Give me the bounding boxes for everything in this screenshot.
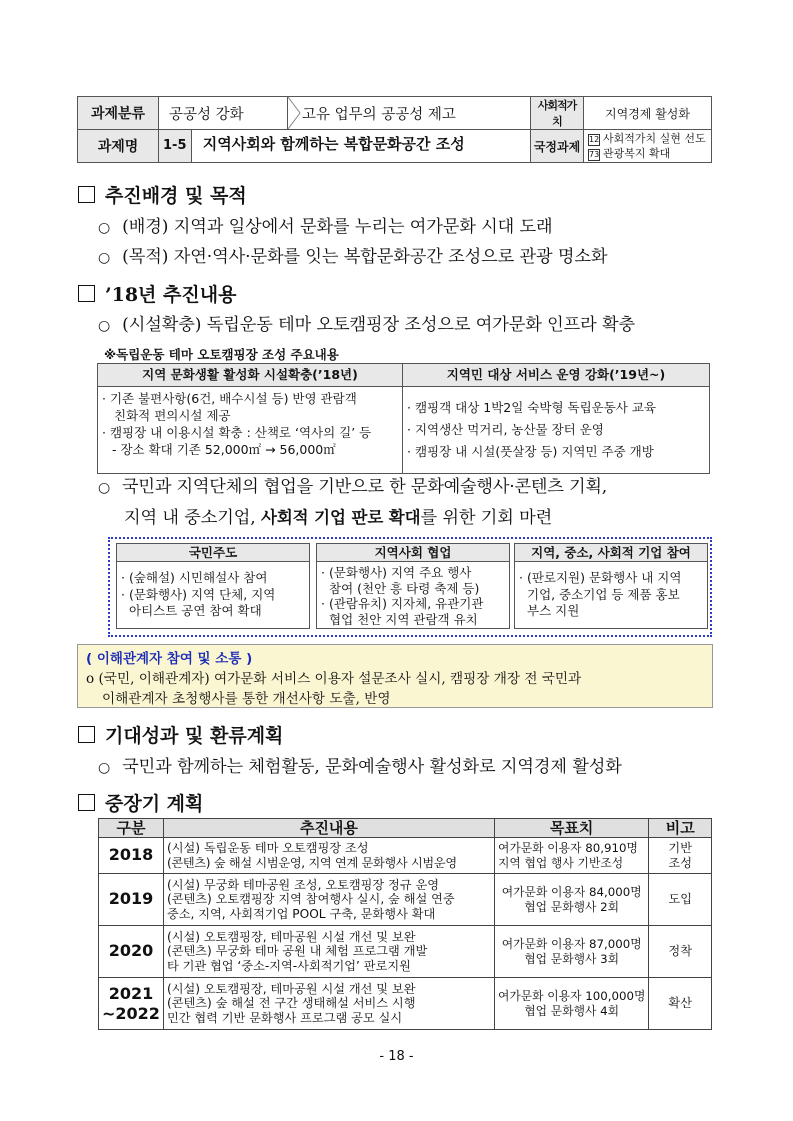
bullet-purpose: ○ (목적) 자연·역사·문화를 잇는 복합문화공간 조성으로 관광 명소화 (98, 247, 608, 267)
stakeholder-box (77, 644, 713, 708)
circle-bullet-icon: ○ (98, 760, 111, 776)
col-header-content: 추진내용 (163, 819, 494, 838)
checkbox-square-icon (78, 726, 95, 743)
section-heading-longterm: 중장기 계획 (78, 789, 203, 816)
facility-list: · 기존 불편사항(6건, 배수시설 등) 반영 관람객 친화적 편의시설 제공 · 캠핑장 내 이용시설 확충 : 산책로 ‘역사의 길’ 등 - 장소 확대 기존 52,000㎡ → 56,000㎡ (98, 387, 403, 474)
bullet-collaboration-cont: 지역 내 중소기업, 사회적 기업 판로 확대를 위한 기회 마련 (124, 508, 553, 528)
table-row: 2018 (시설) 독립운동 테마 오토캠핑장 조성 (콘텐츠) 숲 해설 시범운영, 지역 연계 문화행사 시범운영 여가문화 이용자 80,910명 지역 협업 행사 기반조성 기반 조성 (99, 838, 712, 874)
table-row: 2021 ~2022 (시설) 오토캠핑장, 테마공원 시설 개선 및 보완 (콘텐츠) 숲 해설 전 구간 생태해설 서비스 시행 민간 협력 기반 문화행사 프로그램 공모 실시 여가문화 이용자 100,000명 협업 문화행사 4회 확산 (99, 978, 712, 1030)
table-row: 2019 (시설) 무궁화 테마공원 조성, 오토캠핑장 정규 운영 (콘텐츠) 오토캠핑장 지역 참여행사 실시, 숲 해설 연중 중소, 지역, 사회적기업 POOL 구축, 문화행사 확대 여가문화 이용자 84,000명 협업 문화행사 2회 도입 (99, 874, 712, 926)
circle-bullet-icon: ○ (98, 250, 111, 266)
national-task-cell (584, 130, 712, 163)
stakeholder-title: ( 이해관계자 참여 및 소통 ) (86, 651, 253, 667)
category-value: 공공성 강화 (159, 97, 288, 130)
national-task-1: 12 사회적가치 실현 선도 (589, 132, 706, 145)
subcategory-cell (288, 97, 531, 130)
note-camping-details: ※독립운동 테마 오토캠핑장 조성 주요내용 (104, 347, 339, 362)
page-number: - 18 - (379, 1049, 414, 1064)
bullet-outcome: ○ 국민과 함께하는 체험활동, 문화예술행사 활성화로 지역경제 활성화 (98, 757, 622, 777)
section-heading-background: 추진배경 및 목적 (78, 181, 247, 208)
section-heading-2018: ’18년 추진내용 (78, 280, 236, 307)
col-header-facility: 지역 문화생활 활성화 시설확충(’18년) (98, 364, 403, 387)
col-header-target: 목표치 (494, 819, 648, 838)
task-number: 1-5 (159, 130, 192, 162)
bullet-background: ○ (배경) 지역과 일상에서 문화를 누리는 여가문화 시대 도래 (98, 217, 553, 237)
table-row: 2020 (시설) 오토캠핑장, 테마공원 시설 개선 및 보완 (콘텐츠) 무궁화 테마 공원 내 체험 프로그램 개발 타 기관 협업 ‘중소-지역-사회적기업’ 판로지원 여가문화 이용자 87,000명 협업 문화행사 3회 정착 (99, 926, 712, 978)
col-enterprise: 지역, 중소, 사회적 기업 참여 · (판로지원) 문화행사 내 지역 기업, 중소기업 등 제품 홍보 부스 지원 (514, 543, 708, 629)
camping-details-table (97, 363, 710, 474)
stakeholder-line-2: 이해관계자 초청행사를 통한 개선사항 도출, 반영 (102, 691, 391, 707)
national-task-2: 73 관광복지 확대 (589, 147, 671, 160)
task-title: 지역사회와 함께하는 복합문화공간 조성 (202, 135, 465, 153)
circle-bullet-icon: ○ (98, 318, 111, 334)
col-citizen: 국민주도 · (숲해설) 시민해설사 참여 · (문화행사) 지역 단체, 지역 아티스트 공연 참여 확대 (116, 543, 310, 629)
task-header-table (77, 96, 712, 163)
bullet-collaboration: ○ 국민과 지역단체의 협업을 기반으로 한 문화예술행사·콘텐츠 기획, (98, 477, 608, 497)
col-community: 지역사회 협업 · (문화행사) 지역 주요 행사 참여 (천안 흥 타령 축제 등) · (관람유치) 지자체, 유관기관 협업 천안 지역 관람객 유치 (316, 543, 510, 629)
circle-bullet-icon: ○ (98, 480, 111, 496)
bullet-facility: ○ (시설확충) 독립운동 테마 오토캠핑장 조성으로 여가문화 인프라 확충 (98, 315, 635, 335)
checkbox-square-icon (78, 285, 95, 302)
col-header-note: 비고 (649, 819, 712, 838)
task-name-cell (159, 130, 531, 163)
longterm-plan-table (98, 818, 712, 1030)
chevron-right-icon (286, 97, 302, 129)
col-header-year: 구분 (99, 819, 164, 838)
checkbox-square-icon (78, 794, 95, 811)
social-value: 지역경제 활성화 (584, 97, 712, 130)
label-category: 과제분류 (78, 97, 159, 130)
service-list: · 캠핑객 대상 1박2일 숙박형 독립운동사 교육 · 지역생산 먹거리, 농산물 장터 운영 · 캠핑장 내 시설(풋살장 등) 지역민 주중 개방 (403, 387, 710, 474)
circle-bullet-icon: ○ (98, 220, 111, 236)
label-task-name: 과제명 (78, 130, 159, 163)
stakeholder-line-1: o (국민, 이해관계자) 여가문화 서비스 이용자 설문조사 실시, 캠핑장 개장 전 국민과 (86, 671, 582, 687)
col-header-service: 지역민 대상 서비스 운영 강화(’19년~) (403, 364, 710, 387)
label-social-value: 사회적가치 (531, 97, 584, 130)
label-national-task: 국정과제 (531, 130, 584, 163)
section-heading-outcome: 기대성과 및 환류계획 (78, 721, 283, 748)
subcategory-value: 고유 업무의 공공성 제고 (302, 106, 456, 123)
checkbox-square-icon (78, 186, 95, 203)
